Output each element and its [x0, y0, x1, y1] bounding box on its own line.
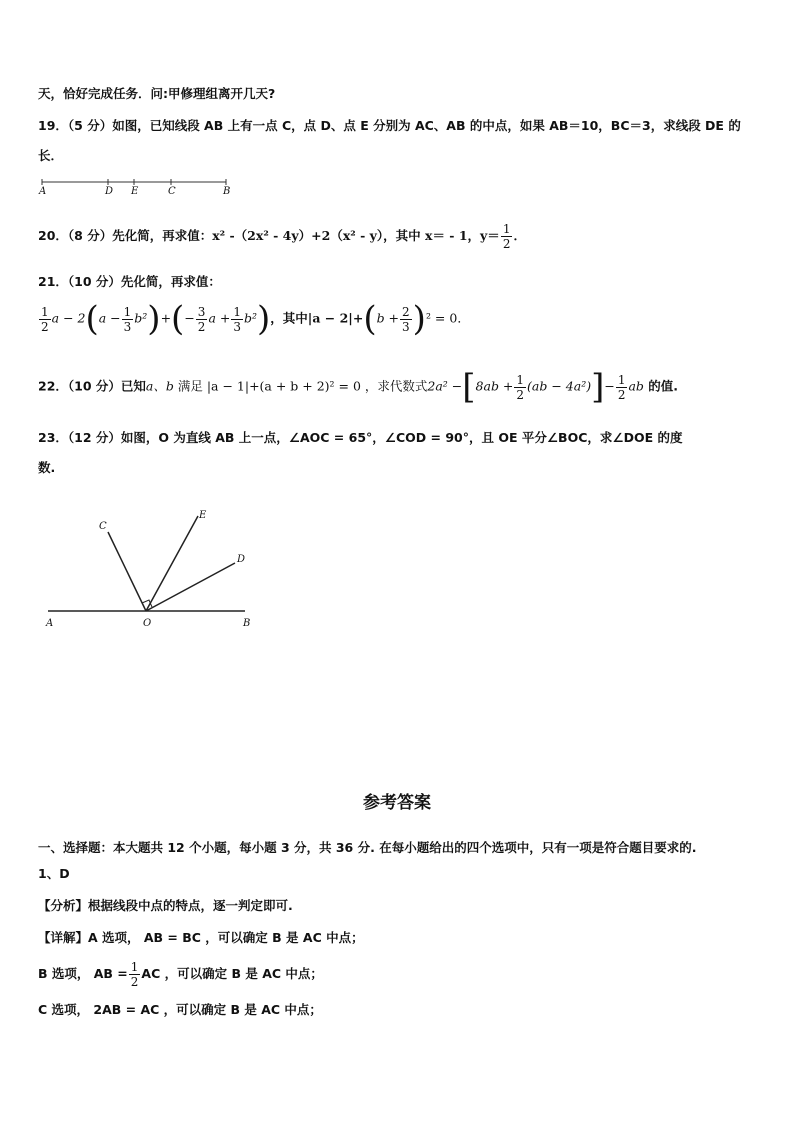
answer-item-1: 1、D — [38, 866, 70, 881]
answer-section-title: 参考答案 — [363, 793, 431, 813]
q20-expression: x² -（2x² - 4y）+2（x² - y），其中 x＝ - 1，y＝ — [212, 228, 500, 243]
q19-text: 19．（5 分）如图，已知线段 AB 上有一点 C，点 D、点 E 分别为 AC、AB 的中点，如果 AB＝10，BC＝3，求线段 DE 的 — [38, 118, 741, 133]
q23-label-a: A — [46, 618, 54, 629]
q20-fraction: $\frac{1}{2}$ — [502, 222, 511, 251]
q19-text-cont: 长． — [38, 148, 64, 163]
q20-prefix: 20．（8 分）先化简，再求值： — [38, 228, 213, 243]
q23-text-cont: 数. — [38, 460, 56, 475]
answer-detail: 【详解】A 选项， AB = BC ，可以确定 B 是 AC 中点； — [38, 930, 364, 945]
answer-section-header: 一、选择题：本大题共 12 个小题，每小题 3 分，共 36 分. 在每小题给出的四个选项中，只有一项是符合题目要求的. — [38, 840, 697, 855]
q19-label-e: E — [131, 186, 139, 197]
q20-end: ． — [513, 228, 526, 243]
q22-line: 22．（10 分）已知a、b 满足 |a − 1|+(a + b + 2)² = 0 ，求代数式2a² −[8ab + $\frac{1}{2}$ (ab − 4a²)]− $\frac{1}{2}$ ab 的值. — [38, 367, 679, 407]
q23-angle-figure — [40, 500, 270, 635]
q19-label-a: A — [39, 186, 47, 197]
q23-text: 23．（12 分）如图，O 为直线 AB 上一点，∠AOC = 65°，∠COD = 90°，且 OE 平分∠BOC，求∠DOE 的度 — [38, 430, 683, 445]
q21-text: 21．（10 分）先化简，再求值： — [38, 274, 221, 289]
answer-option-b: B 选项， AB = $\frac{1}{2}$ AC ，可以确定 B 是 AC 中点； — [38, 960, 323, 989]
continued-question-text: 天，恰好完成任务．问:甲修理组离开几天? — [38, 86, 276, 101]
q19-label-c: C — [168, 186, 176, 197]
q23-label-o: O — [143, 618, 152, 629]
q19-label-b: B — [223, 186, 231, 197]
answer-option-c: C 选项， 2AB = AC ，可以确定 B 是 AC 中点； — [38, 1002, 322, 1017]
q23-label-e: E — [199, 510, 207, 521]
q19-label-d: D — [105, 186, 114, 197]
answer-analysis: 【分析】根据线段中点的特点，逐一判定即可. — [38, 898, 293, 913]
q23-label-c: C — [99, 521, 107, 532]
q19-segment-figure — [36, 175, 236, 197]
q23-label-b: B — [243, 618, 251, 629]
q21-expression: $\frac{1}{2}$ a − 2(a − $\frac{1}{3}$ b²)+(− $\frac{3}{2}$ a + $\frac{1}{3}$ b²)，其中|a − 2|+(b + $\frac{2}{3}$ )² = 0． — [41, 299, 470, 339]
q20-line — [38, 222, 526, 251]
q23-label-d: D — [237, 554, 246, 565]
